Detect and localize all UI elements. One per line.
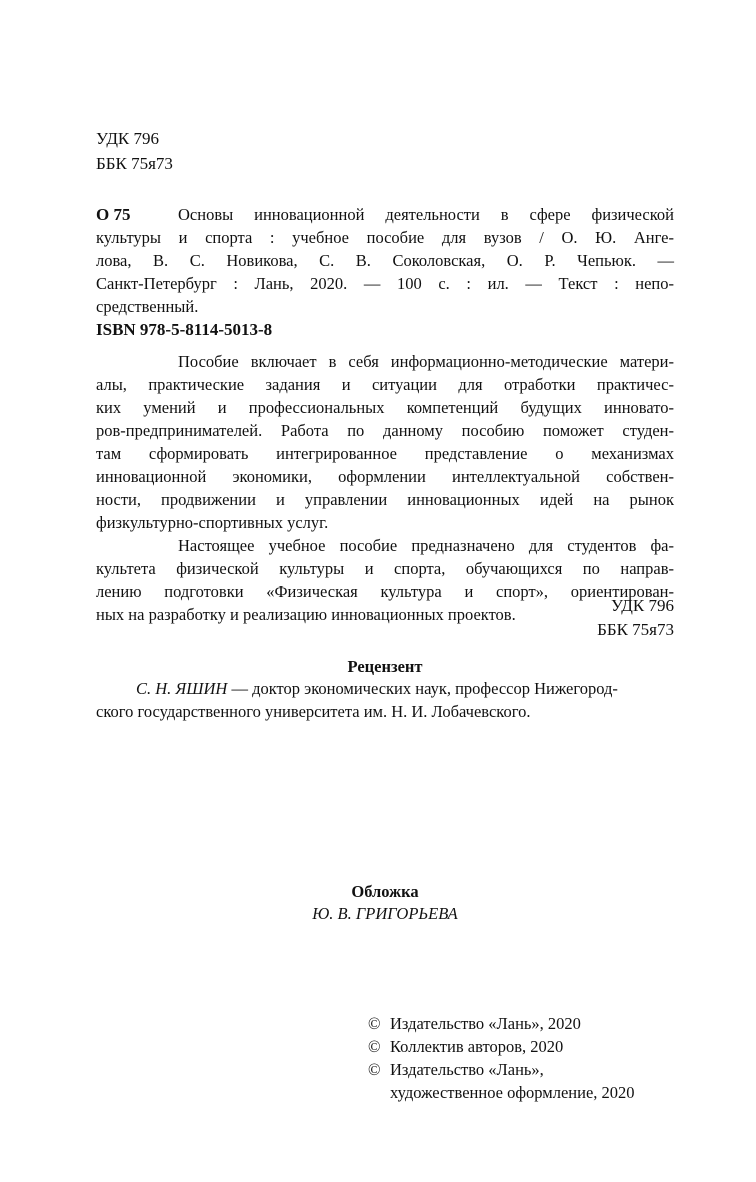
- abstract-line: ких умений и профессиональных компетенций будущих инновато-: [96, 398, 674, 417]
- copyright-block: [368, 1012, 635, 1104]
- copyright-item: [368, 1035, 635, 1058]
- abstract-line: там сформировать интегрированное представление о механизмах: [96, 444, 674, 463]
- reviewer-name: С. Н. ЯШИН: [136, 679, 228, 698]
- copyright-continuation: художественное оформление, 2020: [390, 1083, 635, 1102]
- udk-code: УДК 796: [610, 596, 674, 615]
- cover-designer: Ю. В. ГРИГОРЬЕВА: [312, 904, 458, 923]
- classification-codes-bottom: [597, 594, 674, 642]
- entry-line: средственный.: [96, 297, 199, 316]
- bibliographic-entry: [96, 203, 674, 318]
- udk-code: УДК 796: [96, 129, 160, 148]
- copyright-text: Издательство «Лань», 2020: [390, 1014, 581, 1033]
- copyright-item: [368, 1058, 635, 1081]
- reviewer-line: [136, 677, 674, 700]
- copyright-item: [368, 1012, 635, 1035]
- copyright-icon: ©: [368, 1014, 381, 1033]
- cover-heading: Обложка: [351, 882, 419, 901]
- abstract: [96, 350, 674, 626]
- copyright-icon: ©: [368, 1060, 381, 1079]
- copyright-text: Издательство «Лань»,: [390, 1060, 544, 1079]
- abstract-line: ных на разработку и реализацию инновационных проектов.: [96, 605, 516, 624]
- reviewer-credentials: — доктор экономических наук, профессор Нижегород-: [227, 679, 618, 698]
- abstract-line: физкультурно-спортивных услуг.: [96, 513, 329, 532]
- abstract-line: ров-предпринимателей. Работа по данному пособию поможет студен-: [96, 421, 674, 440]
- abstract-line: инновационной экономики, оформлении интеллектуальной собствен-: [96, 467, 674, 486]
- bbk-code: ББК 75я73: [96, 154, 173, 173]
- entry-line: лова, В. С. Новикова, С. В. Соколовская, О. Р. Чепьюк. —: [96, 251, 674, 270]
- reviewer-info: [96, 677, 674, 723]
- copyright-text: Коллектив авторов, 2020: [390, 1037, 564, 1056]
- reviewer-heading: Рецензент: [347, 657, 423, 676]
- abstract-line: Настоящее учебное пособие предназначено для студентов фа-: [178, 536, 674, 555]
- entry-line: Санкт-Петербург : Лань, 2020. — 100 с. : ил. — Текст : непо-: [96, 274, 674, 293]
- catalog-code: О 75: [96, 205, 131, 224]
- abstract-line: лению подготовки «Физическая культура и спорт», ориентирован-: [96, 582, 674, 601]
- abstract-line: Пособие включает в себя информационно-методические матери-: [178, 352, 674, 371]
- entry-line: культуры и спорта : учебное пособие для вузов / О. Ю. Анге-: [96, 228, 674, 247]
- isbn: ISBN 978-5-8114-5013-8: [96, 320, 273, 339]
- copyright-icon: ©: [368, 1037, 381, 1056]
- abstract-line: ности, продвижении и управлении инновационных идей на рынок: [96, 490, 674, 509]
- entry-line: Основы инновационной деятельности в сфере физической: [178, 205, 674, 224]
- reviewer-line: ского государственного университета им. Н. И. Лобачевского.: [96, 702, 531, 721]
- abstract-line: алы, практические задания и ситуации для отработки практичес-: [96, 375, 674, 394]
- bbk-code: ББК 75я73: [597, 620, 674, 639]
- abstract-line: культета физической культуры и спорта, обучающихся по направ-: [96, 559, 674, 578]
- classification-codes-top: [96, 126, 173, 176]
